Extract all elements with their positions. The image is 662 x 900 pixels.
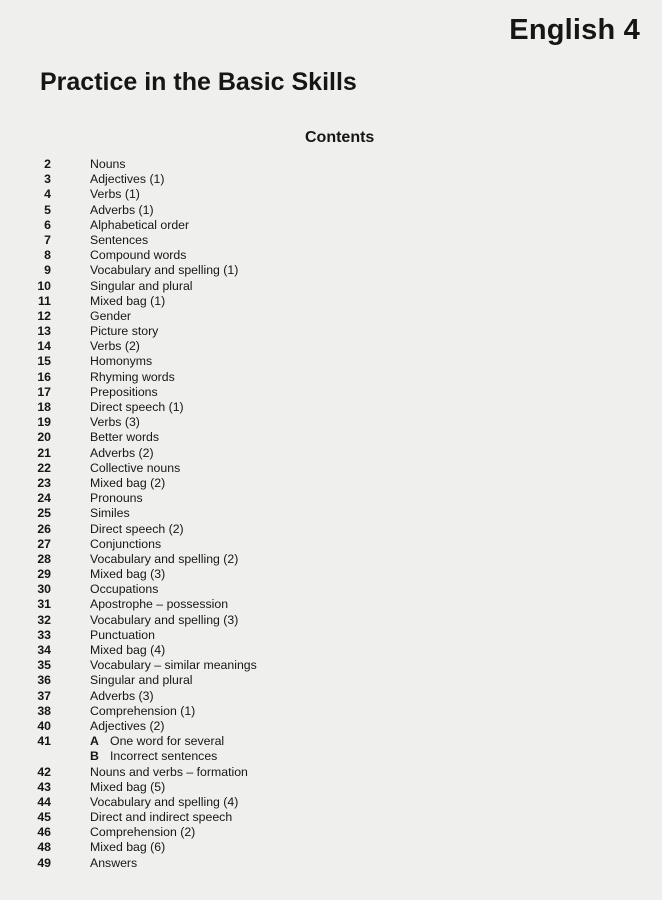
toc-page-number: 10	[37, 278, 51, 293]
toc-label	[90, 294, 165, 309]
toc-page-number: 31	[37, 597, 51, 612]
toc-page-number: 12	[37, 308, 51, 323]
toc-entry	[0, 233, 662, 248]
toc-entry	[0, 522, 662, 537]
toc-label-text: Vocabulary and spelling (1)	[90, 263, 239, 278]
toc-label-text: Mixed bag (1)	[90, 293, 166, 308]
toc-entry	[0, 613, 662, 628]
toc-page-number: 17	[37, 384, 51, 399]
toc-label-text: Compound words	[90, 248, 187, 263]
contents-heading: Contents	[305, 129, 375, 146]
toc-entry	[0, 385, 662, 400]
toc-label	[90, 218, 189, 233]
toc-label	[90, 765, 248, 780]
page-title: Practice in the Basic Skills	[40, 68, 357, 96]
toc-label	[90, 567, 165, 582]
toc-page-number: 45	[37, 810, 51, 825]
toc-page-number: 32	[37, 612, 51, 627]
toc-label	[90, 491, 143, 506]
toc-entry	[0, 537, 662, 552]
toc-label	[90, 248, 186, 263]
toc-entry	[0, 491, 662, 506]
toc-page-number: 43	[37, 779, 51, 794]
toc-page-number: 6	[44, 217, 51, 232]
toc-label-text: Mixed bag (4)	[90, 643, 166, 657]
toc-label	[90, 795, 238, 810]
toc-label-text: Nouns	[90, 157, 126, 171]
toc-label	[90, 643, 165, 658]
toc-sub-marker: A	[90, 734, 99, 749]
toc-entry	[0, 476, 662, 491]
toc-label	[90, 339, 140, 354]
toc-entry	[0, 780, 662, 795]
toc-page-number: 22	[37, 460, 51, 475]
toc-label	[90, 522, 184, 537]
toc-page-number: 48	[37, 840, 51, 855]
toc-label-text: Picture story	[90, 324, 159, 339]
toc-label	[90, 825, 195, 840]
toc-page-number: 2	[44, 157, 51, 171]
toc-entry	[0, 339, 662, 354]
toc-label-text: Collective nouns	[90, 460, 181, 475]
toc-label-text: Punctuation	[90, 627, 155, 642]
toc-sub-marker: B	[90, 749, 99, 764]
toc-entry	[0, 810, 662, 825]
toc-entry	[0, 567, 662, 582]
toc-entry	[0, 157, 662, 172]
toc-entry	[0, 461, 662, 476]
toc-page-number: 30	[37, 582, 51, 597]
toc-entry	[0, 279, 662, 294]
toc-page-number: 5	[44, 202, 51, 217]
toc-entry	[0, 582, 662, 597]
toc-label-text: Adjectives (1)	[90, 172, 165, 187]
toc-label-text: Direct speech (1)	[90, 400, 184, 414]
toc-page-number: 42	[37, 764, 51, 779]
book-title: English 4	[509, 14, 640, 46]
toc-page-number: 44	[37, 794, 51, 809]
toc-page-number: 35	[37, 658, 51, 673]
toc-page-number: 28	[37, 551, 51, 566]
toc-label	[90, 279, 193, 294]
toc-entry	[0, 248, 662, 263]
toc-page-number: 19	[37, 415, 51, 430]
toc-entry	[0, 795, 662, 810]
toc-entry	[0, 673, 662, 688]
toc-label-text: Mixed bag (5)	[90, 779, 166, 794]
toc-label-text: Adjectives (2)	[90, 718, 165, 733]
toc-entry	[0, 856, 662, 871]
toc-entry	[0, 597, 662, 612]
toc-page-number: 21	[37, 445, 51, 460]
toc-entry	[0, 506, 662, 521]
toc-entry	[0, 689, 662, 704]
toc-entry	[0, 187, 662, 202]
toc-entry	[0, 354, 662, 369]
toc-label-text: One word for several	[110, 734, 225, 749]
toc-entry	[0, 324, 662, 339]
toc-label-text: Nouns and verbs – formation	[90, 764, 248, 779]
toc-page-number: 3	[44, 172, 51, 187]
toc-label-text: Alphabetical order	[90, 217, 190, 232]
toc-page-number: 24	[37, 491, 51, 506]
toc-page-number: 7	[44, 232, 51, 247]
toc-label	[90, 430, 159, 445]
toc-label-text: Sentences	[90, 232, 149, 247]
toc-page-number: 13	[37, 324, 51, 339]
toc-page-number: 41	[37, 734, 51, 749]
toc-label-text: Singular and plural	[90, 673, 193, 688]
toc-label-text: Vocabulary – similar meanings	[90, 658, 257, 673]
toc-label-text: Mixed bag (6)	[90, 840, 166, 855]
toc-page-number: 40	[37, 718, 51, 733]
toc-label-text: Rhyming words	[90, 369, 175, 384]
toc-entry	[0, 719, 662, 734]
toc-page-number: 27	[37, 536, 51, 551]
toc-label-text: Adverbs (2)	[90, 445, 154, 460]
toc-page-number: 9	[44, 263, 51, 278]
toc-label-text: Pronouns	[90, 491, 143, 506]
toc-label	[90, 749, 217, 764]
toc-label	[90, 719, 165, 734]
toc-label	[90, 446, 154, 461]
toc-label	[90, 840, 165, 855]
toc-label-text: Verbs (1)	[90, 187, 140, 202]
toc-page-number: 23	[37, 475, 51, 490]
toc-label	[90, 673, 193, 688]
toc-label-text: Direct speech (2)	[90, 521, 184, 536]
toc-page-number: 15	[37, 354, 51, 369]
toc-entry	[0, 400, 662, 415]
toc-label	[90, 628, 155, 643]
toc-label-text: Occupations	[90, 582, 159, 597]
toc-label	[90, 780, 165, 795]
toc-entry	[0, 172, 662, 187]
toc-label-text: Prepositions	[90, 384, 158, 399]
toc-label-text: Apostrophe – possession	[90, 597, 229, 612]
toc-entry	[0, 825, 662, 840]
toc-page-number: 14	[37, 339, 51, 354]
toc-label-text: Verbs (3)	[90, 415, 140, 430]
toc-page-number: 37	[37, 688, 51, 703]
toc-label	[90, 309, 131, 324]
toc-label-text: Mixed bag (3)	[90, 567, 166, 582]
toc-label-text: Singular and plural	[90, 278, 193, 293]
toc-label-text: Conjunctions	[90, 536, 162, 551]
toc-page-number: 4	[44, 187, 51, 202]
toc-label	[90, 370, 175, 385]
toc-label-text: Adverbs (1)	[90, 202, 154, 217]
toc-label	[90, 172, 165, 187]
toc-page-number: 11	[38, 293, 51, 308]
toc-entry	[0, 552, 662, 567]
toc-label-text: Gender	[90, 308, 132, 323]
toc-label-text: Comprehension (2)	[90, 825, 196, 840]
toc-page-number: 46	[37, 825, 51, 840]
toc-entry	[0, 430, 662, 445]
table-of-contents	[0, 157, 662, 871]
toc-entry	[0, 203, 662, 218]
toc-label-text: Mixed bag (2)	[90, 475, 166, 490]
toc-label	[90, 385, 158, 400]
toc-page-number: 38	[37, 703, 51, 718]
toc-page-number: 49	[37, 855, 51, 870]
toc-page-number: 33	[37, 627, 51, 642]
toc-label-text: Incorrect sentences	[110, 749, 218, 764]
toc-label-text: Vocabulary and spelling (3)	[90, 612, 239, 627]
toc-label-text: Vocabulary and spelling (2)	[90, 551, 239, 566]
toc-label	[90, 203, 154, 218]
toc-page-number: 34	[37, 643, 51, 657]
toc-entry	[0, 765, 662, 780]
toc-entry	[0, 704, 662, 719]
toc-label-text: Answers	[90, 855, 138, 870]
toc-label	[90, 734, 224, 749]
toc-page-number: 8	[44, 248, 51, 263]
toc-entry	[0, 643, 662, 658]
toc-page-number: 25	[37, 506, 51, 521]
toc-label-text: Adverbs (3)	[90, 688, 154, 703]
toc-entry	[0, 446, 662, 461]
toc-entry	[0, 749, 662, 764]
toc-label	[90, 324, 158, 339]
toc-label	[90, 461, 180, 476]
toc-entry	[0, 628, 662, 643]
toc-label	[90, 506, 130, 521]
toc-label	[90, 400, 184, 415]
toc-entry	[0, 840, 662, 855]
toc-entry	[0, 370, 662, 385]
toc-entry	[0, 734, 662, 749]
toc-label	[90, 856, 137, 871]
toc-label	[90, 552, 238, 567]
toc-label	[90, 582, 158, 597]
toc-label	[90, 415, 140, 430]
toc-entry	[0, 415, 662, 430]
toc-entry	[0, 658, 662, 673]
toc-label	[90, 157, 126, 172]
toc-entry	[0, 294, 662, 309]
toc-label	[90, 689, 154, 704]
toc-label	[90, 476, 165, 491]
toc-page-number: 18	[37, 400, 51, 414]
toc-page-number: 36	[37, 673, 51, 688]
toc-entry	[0, 263, 662, 278]
toc-label	[90, 704, 195, 719]
toc-page-number: 20	[37, 430, 51, 445]
toc-entry	[0, 309, 662, 324]
toc-label	[90, 263, 238, 278]
toc-label-text: Comprehension (1)	[90, 703, 196, 718]
toc-label-text: Better words	[90, 430, 160, 445]
toc-label-text: Homonyms	[90, 354, 153, 369]
toc-label-text: Verbs (2)	[90, 339, 140, 354]
toc-label	[90, 658, 257, 673]
toc-label	[90, 810, 232, 825]
toc-page-number: 29	[37, 567, 51, 582]
toc-label	[90, 187, 140, 202]
toc-page-number: 16	[37, 369, 51, 384]
toc-label	[90, 537, 161, 552]
toc-page-number: 26	[37, 521, 51, 536]
toc-label	[90, 613, 238, 628]
toc-label-text: Vocabulary and spelling (4)	[90, 794, 239, 809]
toc-label-text: Direct and indirect speech	[90, 810, 233, 825]
toc-entry	[0, 218, 662, 233]
toc-label-text: Similes	[90, 506, 130, 521]
toc-label	[90, 597, 228, 612]
toc-label	[90, 233, 148, 248]
toc-label	[90, 354, 152, 369]
